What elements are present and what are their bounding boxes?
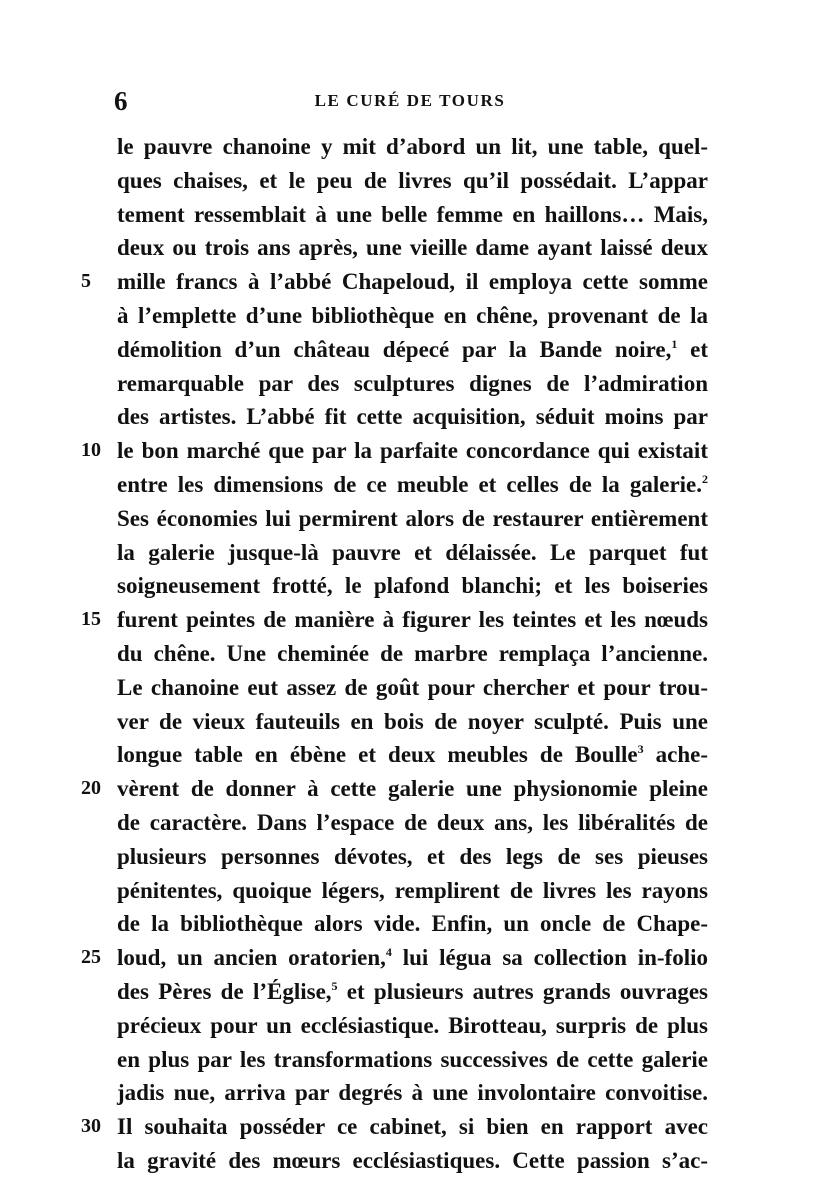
line-text: [117, 1043, 708, 1077]
text-line: [0, 738, 840, 772]
text-line: [0, 705, 840, 739]
line-words: mille francs à l’abbé Chapeloud, il employa cette somme: [117, 269, 708, 295]
line-words: ques chaises, et le peu de livres qu’il possédait. L’appar: [117, 167, 708, 193]
line-text: [117, 265, 708, 299]
body-text: [0, 130, 840, 1178]
line-words: loud, un ancien oratorien,: [117, 945, 386, 971]
text-line: [0, 333, 840, 367]
line-words: en plus par les transformations successives de cette galerie: [117, 1046, 708, 1072]
text-line: [0, 840, 840, 874]
line-text: [117, 468, 708, 502]
line-words: vèrent de donner à cette galerie une physionomie pleine: [117, 776, 708, 802]
line-words: le pauvre chanoine y mit d’abord un lit, une table, quel-: [117, 134, 708, 159]
text-line: [0, 907, 840, 941]
line-words: deux ou trois ans après, une vieille dame ayant laissé deux: [117, 235, 708, 261]
line-number: 15: [81, 608, 101, 631]
line-words-after-note: lui légua sa collection in-folio: [391, 945, 708, 971]
text-line: [0, 806, 840, 840]
text-line: [0, 1110, 840, 1144]
line-number: 25: [81, 946, 101, 969]
text-line: [0, 468, 840, 502]
line-text: [117, 198, 708, 232]
line-words: Il souhaita posséder ce cabinet, si bien en rapport avec: [117, 1114, 708, 1140]
footnote-marker[interactable]: 3: [637, 742, 644, 757]
text-line: [0, 671, 840, 705]
line-text: [117, 434, 708, 468]
line-words: jadis nue, arriva par degrés à une involontaire convoitise.: [117, 1080, 708, 1106]
line-words: à l’emplette d’une bibliothèque en chêne, provenant de la: [117, 302, 708, 328]
line-text: [117, 603, 708, 637]
running-title: LE CURÉ DE TOURS: [314, 91, 506, 110]
line-text: [117, 367, 708, 401]
text-line: [0, 434, 840, 468]
line-words: démolition d’un château dépecé par la Bande noire,: [117, 336, 672, 362]
text-line: [0, 265, 840, 299]
line-words: longue table en ébène et deux meubles de Boulle: [117, 742, 638, 768]
line-text: [117, 806, 708, 840]
text-line: [0, 198, 840, 232]
line-words: furent peintes de manière à figurer les teintes et les nœuds: [117, 607, 708, 633]
line-text: [117, 333, 708, 367]
footnote-marker[interactable]: 5: [331, 978, 338, 993]
line-text: [117, 1110, 708, 1144]
line-words: de caractère. Dans l’espace de deux ans, les libéralités de: [117, 809, 708, 835]
text-line: [0, 637, 840, 671]
line-text: [117, 164, 708, 198]
line-words: des artistes. L’abbé fit cette acquisition, séduit moins par: [117, 404, 708, 430]
text-line: [0, 1043, 840, 1077]
text-line: [0, 1009, 840, 1043]
line-words: tement ressemblait à une belle femme en haillons… Mais,: [117, 201, 708, 227]
line-text: [117, 1144, 708, 1178]
text-line: [0, 941, 840, 975]
line-words: précieux pour un ecclésiastique. Birotteau, surpris de plus: [117, 1012, 708, 1038]
footnote-marker[interactable]: 4: [385, 945, 392, 960]
line-number: 10: [81, 439, 101, 462]
footnote-marker[interactable]: 1: [671, 336, 678, 351]
line-words: ver de vieux fauteuils en bois de noyer sculpté. Puis une: [117, 708, 708, 734]
line-words-after-note: ache-: [643, 742, 708, 768]
line-words-after-note: et plusieurs autres grands ouvrages: [337, 978, 708, 1004]
text-line: [0, 164, 840, 198]
line-text: [117, 637, 708, 671]
footnote-marker[interactable]: 2: [702, 471, 708, 486]
line-words: des Pères de l’Église,: [117, 978, 332, 1004]
line-words: Le chanoine eut assez de goût pour chercher et pour trou-: [117, 674, 708, 700]
text-line: [0, 299, 840, 333]
line-text: [117, 1009, 708, 1043]
line-number: 30: [81, 1115, 101, 1138]
line-text: [117, 975, 708, 1009]
line-text: [117, 231, 708, 265]
line-text: [117, 569, 708, 603]
line-text: [117, 907, 708, 941]
line-text: [117, 299, 708, 333]
text-line: [0, 367, 840, 401]
line-words: du chêne. Une cheminée de marbre remplaça l’ancienne.: [117, 640, 708, 666]
line-text: [117, 738, 708, 772]
line-text: [117, 130, 708, 164]
line-text: [117, 502, 708, 536]
line-text: [117, 671, 708, 705]
text-line: [0, 1076, 840, 1110]
line-text: [117, 705, 708, 739]
text-line: [0, 130, 840, 164]
page-number: 6: [114, 86, 128, 116]
line-words-after-note: et: [677, 336, 709, 362]
line-words: remarquable par des sculptures dignes de l’admiration: [117, 370, 708, 396]
line-words: pénitentes, quoique légers, remplirent de livres les rayons: [117, 877, 708, 903]
line-words: entre les dimensions de ce meuble et celles de la galerie.: [117, 471, 702, 497]
text-line: [0, 1144, 840, 1178]
line-text: [117, 1076, 708, 1110]
line-text: [117, 772, 708, 806]
text-line: [0, 603, 840, 637]
line-text: [117, 874, 708, 908]
line-number: 5: [81, 270, 91, 293]
line-words: la gravité des mœurs ecclésiastiques. Cette passion s’ac-: [117, 1147, 708, 1173]
text-line: [0, 502, 840, 536]
line-words: de la bibliothèque alors vide. Enfin, un oncle de Chape-: [117, 911, 708, 937]
text-line: [0, 874, 840, 908]
line-words: le bon marché que par la parfaite concordance qui existait: [117, 438, 708, 464]
line-text: [117, 400, 708, 434]
line-number: 20: [81, 777, 101, 800]
page-header: [110, 86, 710, 120]
text-line: [0, 536, 840, 570]
line-words: soigneusement frotté, le plafond blanchi; et les boiseries: [117, 573, 708, 599]
text-line: [0, 975, 840, 1009]
text-line: [0, 231, 840, 265]
line-text: [117, 840, 708, 874]
line-text: [117, 941, 708, 975]
line-words: Ses économies lui permirent alors de restaurer entièrement: [117, 505, 708, 531]
text-line: [0, 569, 840, 603]
text-line: [0, 400, 840, 434]
line-text: [117, 536, 708, 570]
line-words: la galerie jusque-là pauvre et délaissée. Le parquet fut: [117, 539, 708, 565]
text-line: [0, 772, 840, 806]
line-words: plusieurs personnes dévotes, et des legs de ses pieuses: [117, 843, 708, 869]
